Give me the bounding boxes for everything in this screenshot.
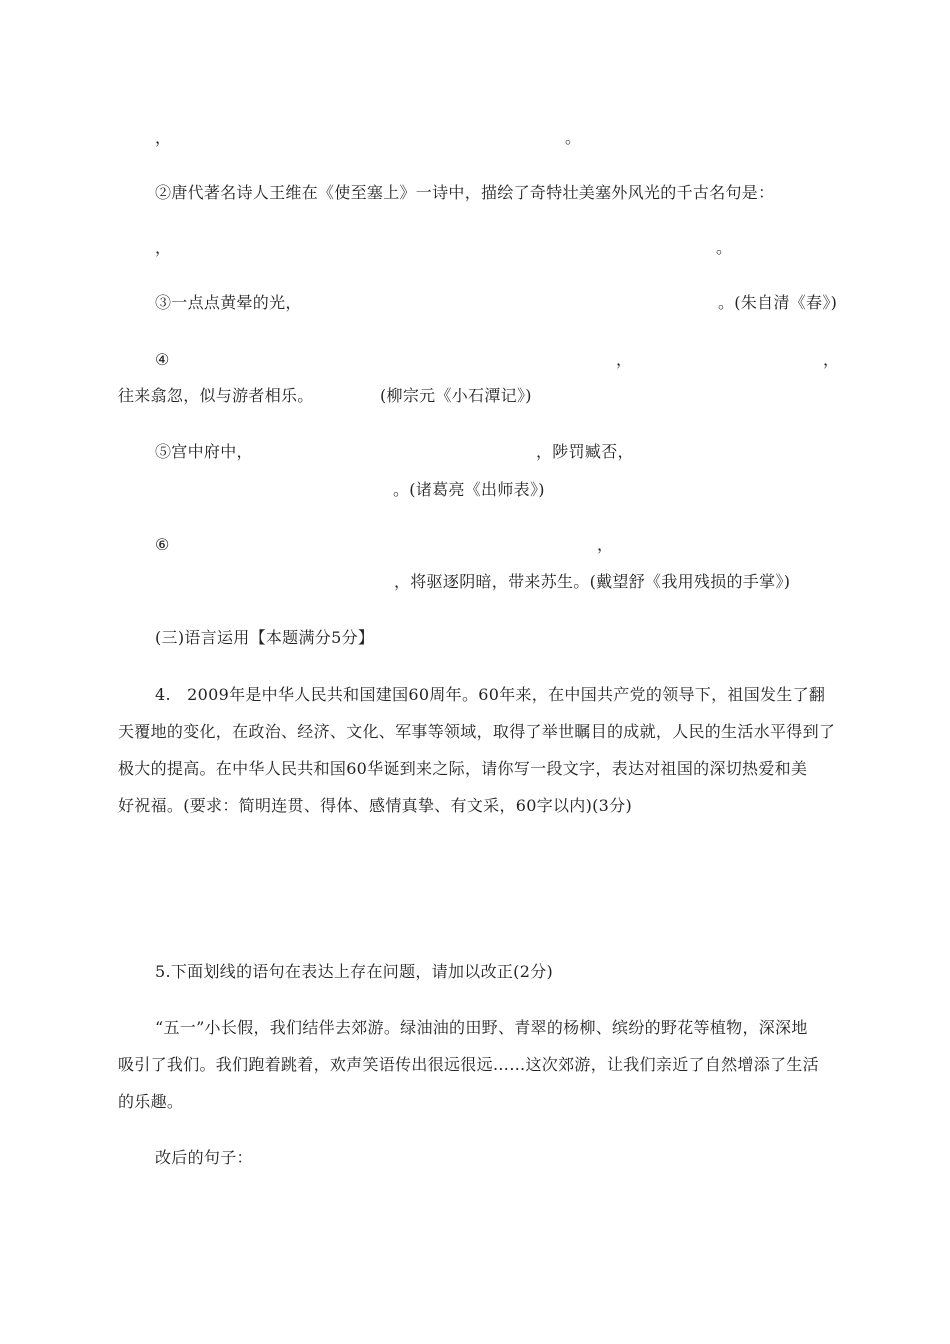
q1-blank-period: 。 [565,128,582,147]
question4-line-3: 极大的提高。在中华人民共和国60华诞到来之际，请你写一段文字，表达对祖国的深切热爱和美 [118,759,808,778]
q3-source: 。(朱自清《春》) [718,293,838,312]
q2-prompt: ②唐代著名诗人王维在《使至塞上》一诗中，描绘了奇特壮美塞外风光的千古名句是： [155,183,775,202]
question5-passage-line-1: “五一”小长假，我们结伴去郊游。绿油油的田野、青翠的杨柳、缤纷的野花等植物，深深地 [155,1018,808,1037]
q4-source: (柳宗元《小石潭记》) [380,386,532,405]
q1-blank-comma: ， [155,128,172,147]
question5-passage-line-2: 吸引了我们。我们跑着跳着，欢声笑语传出很远很远……这次郊游，让我们亲近了自然增添了生活 [118,1055,819,1074]
q5-mid: ，陟罚臧否， [536,442,634,461]
question4-line-2: 天覆地的变化，在政治、经济、文化、军事等领域，取得了举世瞩目的成就，人民的生活水平得到了 [118,722,836,741]
section3-heading: (三)语言运用【本题满分5分】 [155,628,375,647]
question4-line-1: 4. 2009年是中华人民共和国建国60周年。60年来，在中国共产党的领导下，祖国发生了翻 [155,685,826,704]
q3-prompt: ③一点点黄晕的光， [155,293,302,312]
q4-line2: 往来翕忽，似与游者相乐。 [118,386,314,405]
q4-mark: ④ [155,350,170,369]
q6-mark: ⑥ [155,535,170,554]
q2-blank-comma: ， [155,238,172,257]
q4-blank-comma-2: ， [823,350,840,369]
q5-source: 。(诸葛亮《出师表》) [393,480,545,499]
question4-line-4: 好祝福。(要求：简明连贯、得体、感情真挚、有文采，60字以内)(3分) [118,796,633,815]
q5-prompt: ⑤宫中府中， [155,442,253,461]
q4-blank-comma-1: ， [616,350,633,369]
question5-passage-line-3: 的乐趣。 [118,1092,184,1111]
q6-blank-comma: ， [597,535,614,554]
question5-prompt: 5.下面划线的语句在表达上存在问题，请加以改正(2分) [155,962,554,981]
q6-line2: ，将驱逐阴暗，带来苏生。(戴望舒《我用残损的手掌》) [394,572,791,591]
q2-blank-period: 。 [716,238,733,257]
question5-answer-label: 改后的句子： [155,1148,253,1167]
